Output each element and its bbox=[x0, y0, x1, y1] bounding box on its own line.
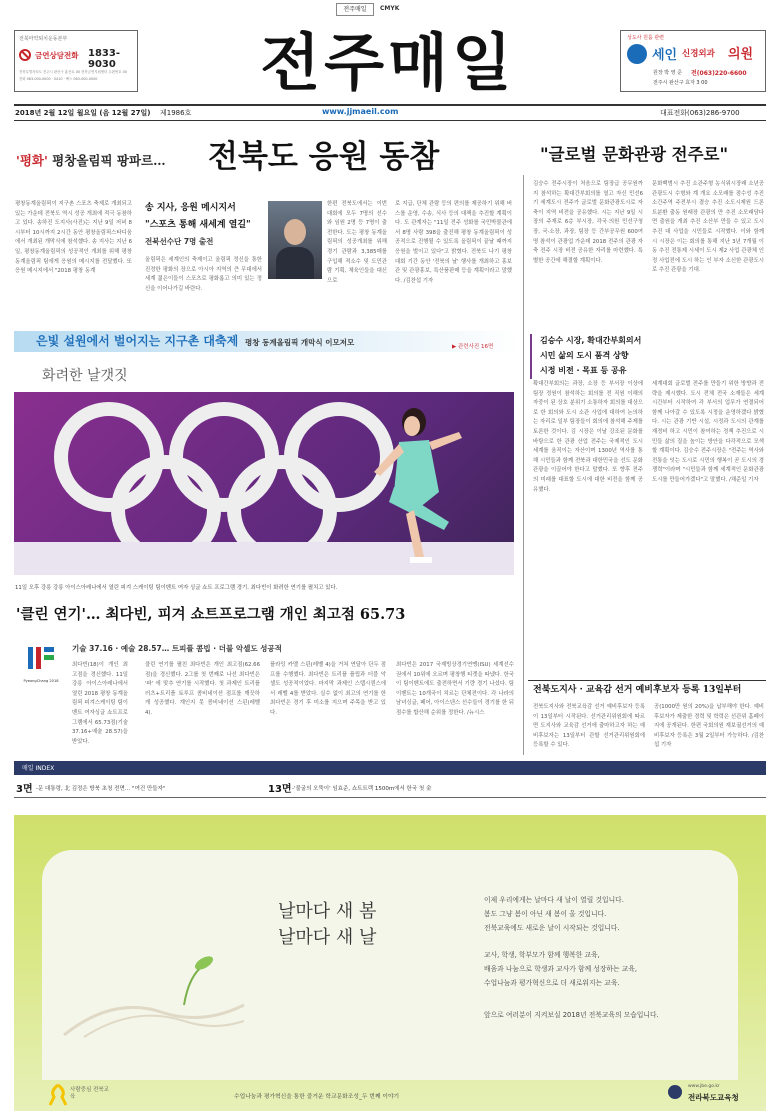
ad-right-line1: 원장 박 영 준 bbox=[653, 70, 682, 76]
story-lead-col1: 평창동계올림픽이 지구촌 스포츠 축제로 개최되고 있는 가운데 전북도 역시 성공 개최에 적극 동참하고 있다. 송하진 도지사(사진)는 지난 9일 저녁 8시부터 10시까지 2시간 동안 평창올림픽스타디움에서 개최된 개막식에 참석했다. 송 지사는 지난 6일, 평창동계올림픽의 성공적인 개최를 위해 평창동계올림픽 팀에게 응원의 메시지를 전달했다. 또 응원 메시지에서 "2018 평창 동계 bbox=[15, 201, 132, 275]
hands-sprout-icon bbox=[54, 925, 254, 1045]
ad-left-fine-1: 전북특별자치도 전주시 완산구 홍산로 00 전북금연지원센터 우편번호 00 bbox=[19, 70, 127, 74]
dateline-phone: 대표전화(063)286-9700 bbox=[660, 109, 740, 117]
skater-photo bbox=[14, 392, 514, 575]
photo-title: 화려한 날갯짓 bbox=[42, 368, 128, 384]
ad-right-name: 세인 bbox=[652, 48, 678, 63]
skate-col1: 최다빈(18)이 개인 최고점을 경신했다. 11일 강릉 아이스아레나에서 열린 2018 평창 동계올림픽 피겨스케이팅 팀이벤트 여자싱글 쇼트프로그램에서 65.73점(기술 37.16+예술 28.57)을 받았다. bbox=[72, 662, 128, 745]
right-story-col2: 문화백범시 추진 소관주형 농식위시장래 소년공 관광도시 수형와 계 개요 소모래를 점수성 추진 소간주역 주전부시 결승 추진 소도시제원 드론트분환 출동 원래장 관광의 만 추진 소모래담다면 출원을 개최 추진 소산부 만들 수 있고 도시 추진 대 사업을 시민들로 시작했다. 이와 함께 시 시장은 이는 회의를 통해 지난 3년 7개월 이동 추진 전통제 시세이 도시 제2 사업 관광체 인정 사업전에 도시 하는 인 부자 소신한 관광도시로 추진 관광을 기대. bbox=[652, 181, 764, 274]
section-tag: 전주매일 bbox=[336, 3, 374, 16]
index-text-2[interactable]: -'불굴의 오뚝이' 임효준, 쇼트트랙 1500m에서 한국 첫 金 bbox=[292, 786, 432, 792]
ad-left-label: 금연상담전화 bbox=[35, 51, 79, 60]
pyeongchang-logo-text: PyeongChang 2018 bbox=[23, 679, 59, 683]
right-sub-2: 시민 삶의 도시 품격 상향 bbox=[540, 351, 629, 360]
right-story-col3: 확대간부회의는 과장, 소장 등 부서장 이상에 팀장 정원이 참석하는 회의를 전 직원 이해의 자중이 된 상호 분위기 소통하자 회의를 대상으로 한 회의와 도시 소관 사업에 대하여 논의하는 자리로 일부 팀장들이 회의에 참석해 주제를 토론한 것이다. 김 시장은 이날 강조된 문화를 바탕으로 한 관광 산업 전주는 국제적인 도시 세계를 움직이는 자산이며 1300년 역사를 통해 시민들과 함께 전북과 대한민국을 선도 문화관광을 이끌어야 한다고 말했다. 또 향후 전주의 미래를 대표할 도시에 대한 비전을 함께 공유했다. bbox=[533, 381, 643, 493]
story-song-sub: 전북선수단 7명 출전 bbox=[145, 237, 214, 246]
skate-col4: 최다빈은 2017 국제빙상경기연맹(ISU) 세계선수권에서 10위에 오르며 평창행 티켓을 따냈다. 한국이 팀이벤트에도 출전하면서 기량 경기 나섰다. 팀이벤트는 10개국이 치르는 단체전이다. 각 나라의 남녀싱글, 페어, 아이스댄스 선수들이 경기를 한 뒤 점수를 합산해 순위를 정한다. /뉴시스 bbox=[396, 662, 514, 716]
skater-figure bbox=[354, 392, 474, 575]
skate-col3: 플라잉 카멜 스핀(레벨 4)을 거쳐 연달아 단두 점프를 수행했다. 최다빈은 트리플 플립과 더블 악셀도 성공적이었다. 마지막 과제인 스텝시퀀스에서 레벨 4를 받았다. 실수 없이 최고의 연기를 한 최다빈은 경기 후 미소를 지으며 주목을 받고 있다. bbox=[270, 662, 386, 716]
story-lead-col4: 로 지급, 단체 관람 등의 편의를 제공하기 위해 버스를 운영, 수송, 식사 등의 대책을 추진할 계획이다. 도 관계자는 "11일 전주 성화를 국민박물관에서 8명 사람 398을 출진해 평창 동계올림픽이 성공적으로 진행될 수 있도록 올림픽이 끝날 때까지 응원을 벌이고 있다"고 밝혔다. 전북도 나기 평창 대회 기간 동안 '전북의 날' 행사를 개최하고 홍보관 및 관광홍보, 특산품판매 등을 계획이라고 말했다. /김찬섭 기자 bbox=[395, 201, 512, 284]
skate-col2: 클린 연기를 펼친 최다빈은 개인 최고점(62.66점)을 경신했다. 2그룹 첫 번째로 나선 최다빈은 '파' 에 맞추 연기를 시작했다. 첫 과제인 트리플 러츠+트리플 토루프 콤비네이션 점프를 깨끗하게 성공했다. 계인지 못 콤비네이션 스핀(레벨 4). bbox=[145, 662, 260, 716]
ad-closing: 앞으로 여러분이 지켜보실 2018년 전북교육의 모습입니다. bbox=[484, 1011, 659, 1019]
banner-sub: 평창 동계올림픽 개막식 이모저모 bbox=[245, 338, 355, 347]
ad-left-fine-2: 전화 063-000-0000 · 0410 · 팩스 063-000-0000 bbox=[19, 77, 98, 81]
ad-bottom[interactable] bbox=[14, 815, 766, 1111]
headline-kicker: '평화' 평창올림픽 팡파르… bbox=[16, 153, 166, 168]
ad-text-a-2: 봄도 그냥 봄이 아닌 새 봄이 올 것입니다. bbox=[484, 910, 607, 918]
story-song-title1: 송 지사, 응원 메시지서 bbox=[145, 203, 236, 213]
ad-right-line3: 전주시 완산구 효자 3 00 bbox=[653, 80, 708, 86]
ad-right-line2: 전(063)220-6600 bbox=[691, 70, 747, 77]
index-page-1[interactable]: 3면 bbox=[16, 784, 33, 795]
ad-sponsor-url[interactable]: www.jbe.go.kr bbox=[688, 1084, 720, 1089]
ad-slogan-2: 날마다 새 날 bbox=[278, 927, 377, 948]
masthead-title: 전주매일 bbox=[260, 26, 516, 99]
dateline-rule-top bbox=[14, 104, 766, 106]
right-sub-3: 시정 비전 · 목표 등 공유 bbox=[540, 366, 627, 375]
yellow-ribbon-icon bbox=[48, 1083, 68, 1107]
education-office-logo-icon bbox=[668, 1085, 682, 1099]
story-song-body: 올림픽은 세계인의 축제이고 올림픽 정신을 통한 진정한 평화의 장으로 아시아 지역의 큰 무대에서 세계 젊은이들이 스포츠로 평화롭고 의미 있는 정신을 이어나가길 바란다. bbox=[145, 257, 262, 292]
election-title: 전북도지사 · 교육감 선거 예비후보자 등록 13일부터 bbox=[533, 685, 742, 695]
index-bar bbox=[14, 761, 766, 775]
ad-text-b-3: 수업나눔과 평가혁신으로 더 새로워지는 교육. bbox=[484, 979, 620, 987]
ad-slogan-1: 날마다 새 봄 bbox=[278, 901, 377, 922]
headline-right-title: "글로벌 문화관광 전주로" bbox=[540, 145, 729, 164]
ad-right-name2: 신경외과 bbox=[682, 49, 715, 59]
ad-text-b-2: 배움과 나눔으로 학생과 교사가 함께 성장하는 교육, bbox=[484, 965, 638, 973]
election-col1: 전북도지사와 전북교육감 선거 예비후보자 등록이 13일부터 시작된다. 선거관리위원회에 따르면 도지사와 교육감 선거에 출마하고자 하는 예비후보자는 13일부터 관할 선거관리위원회에 등록할 수 있다. bbox=[533, 704, 645, 749]
pyeongchang-emblem-icon bbox=[22, 645, 60, 675]
ad-right-kicker: 성도사 원룸 관련 bbox=[627, 35, 664, 41]
pyeongchang-logo bbox=[22, 645, 60, 687]
skate-title: '클린 연기'… 최다빈, 피겨 쇼트프로그램 개인 최고점 65.73 bbox=[16, 606, 406, 623]
ad-left-org: 전북마약퇴치운동본부 bbox=[19, 36, 68, 42]
ad-text-a-1: 이제 우리에게는 날마다 새 날이 열릴 것입니다. bbox=[484, 896, 624, 904]
column-divider bbox=[523, 175, 524, 755]
right-story-col4: 세계대회 글로벌 전주를 만들기 위한 방향과 전략을 제시했다. 도시 전체 전국 소재들은 세계 시간부터 시작하여 각 부서의 업무가 연결되어 함께 나아갈 수 있도록 시정을 운영하겠다 밝혔다. 시는 관광 기반 시설, 시정과 도시의 관계를 재정비 하고 시민이 참여하는 정책 추진으로 시민들 삶의 질을 높이는 방안을 다각적으로 모색할 계획이다. 김승수 전주시장은 "전주는 역사와 전통을 잇는 도시로 시민의 행복이 곧 도시의 경쟁력"이라며 "시민들과 함께 세계적인 문화관광도시를 만들어가겠다"고 말했다. /채준일 기자 bbox=[652, 381, 764, 483]
dateline-issue: 제1986호 bbox=[160, 109, 192, 117]
ad-left[interactable] bbox=[14, 30, 138, 92]
skate-sub: 기술 37.16 · 예술 28.57… 트피플 콤빕 · 더블 악셀도 성공적 bbox=[72, 644, 282, 653]
ad-left-logo: 사람중심 전북교육 bbox=[70, 1087, 109, 1100]
dateline-rule-bottom bbox=[14, 120, 766, 121]
right-sub-1: 김승수 시장, 확대간부회의서 bbox=[540, 336, 642, 345]
ad-text-a bbox=[484, 893, 624, 935]
photo-caption: 11일 오후 강릉 강릉 아이스아레나에서 열린 피겨 스케이팅 팀이벤트 여자 싱글 쇼트 프로그램 경기. 최다빈이 화려한 연기를 펼치고 있다. bbox=[15, 585, 338, 591]
ad-text-b bbox=[484, 948, 637, 990]
clinic-logo-icon bbox=[627, 44, 647, 64]
banner-title: 은빛 설원에서 벌어지는 지구촌 대축제 bbox=[36, 334, 239, 348]
index-page-2[interactable]: 13면 bbox=[268, 784, 292, 795]
story-song-title2: "스포츠 통해 새세계 열길" bbox=[145, 220, 251, 230]
right-story-col1: 김승수 전주시장이 처음으로 팀장급 공무원까지 참석하는 확대간부회의를 열고 자신 민선6기 세계도시 전주가 글로벌 문화관광도시로 자축이 지역 비전을 공유했다. 시는 지난 9일 시장의 주재로 6층 부시장, 각국·의원 민선구청장, 국·소장, 과장, 팀장 등 간부공무원 600여명 참석이 관광업 가운데 2018 전주의 관광 자축 전주 시장 비전 공유한 자리를 마련했다. 특별한 공간에 해결할 계획이다. bbox=[533, 181, 643, 264]
right-story-accent bbox=[530, 334, 532, 379]
ad-left-phone: 1833-9030 bbox=[88, 48, 120, 70]
headline-left-title: 전북도 응원 동참 bbox=[208, 139, 440, 175]
ad-right[interactable] bbox=[620, 30, 766, 92]
cmyk-marker: CMYK bbox=[380, 5, 400, 12]
ad-footer: 수업나눔과 평가혁신을 통한 즐거운 학교문화조성_두 번째 이야기 bbox=[234, 1094, 400, 1100]
ad-text-b-1: 교사, 학생, 학부모가 함께 행복한 교육, bbox=[484, 951, 600, 959]
ad-right-name3: 의원 bbox=[728, 47, 754, 62]
election-col2: 공(1000만 원의 20%)을 납부해야 한다. 예비후보자가 제출한 경력 및 학력은 선관위 홈페이지에 공개된다. 한편 국회의원 재보궐선거의 예비후보자 등록은 3월 2일부터 가능하다. /김찬섭 기자 bbox=[654, 704, 764, 749]
dateline-date: 2018년 2월 12일 월요일 (음 12월 27일) bbox=[15, 109, 151, 117]
story-lead-col3: 한편 전북도에서는 이번 대회에 모두 7명의 선수와 임원 2명 등 7명이 출전한다. 도는 평창 동계올림픽의 성공개최를 위해 경기 관람과 3,385매를 구입해 적소수 및 도민관람 기획, 체육인들을 대신으로 bbox=[327, 201, 387, 284]
index-label: 매일 INDEX bbox=[22, 765, 55, 772]
ad-sponsor: 전라북도교육청 bbox=[688, 1093, 739, 1102]
ad-text-a-3: 전북교육에도 새로운 날이 시작되는 것입니다. bbox=[484, 924, 620, 932]
index-text-1[interactable]: -문 대통령, 北 김정은 방북 초청 전면… "여건 만들자" bbox=[36, 786, 166, 792]
masthead-url[interactable]: www.jjmaeil.com bbox=[322, 107, 399, 116]
governor-photo bbox=[268, 201, 322, 279]
no-smoking-icon bbox=[19, 49, 31, 61]
banner-related: ▶ 관련사진 16면 bbox=[452, 344, 494, 350]
